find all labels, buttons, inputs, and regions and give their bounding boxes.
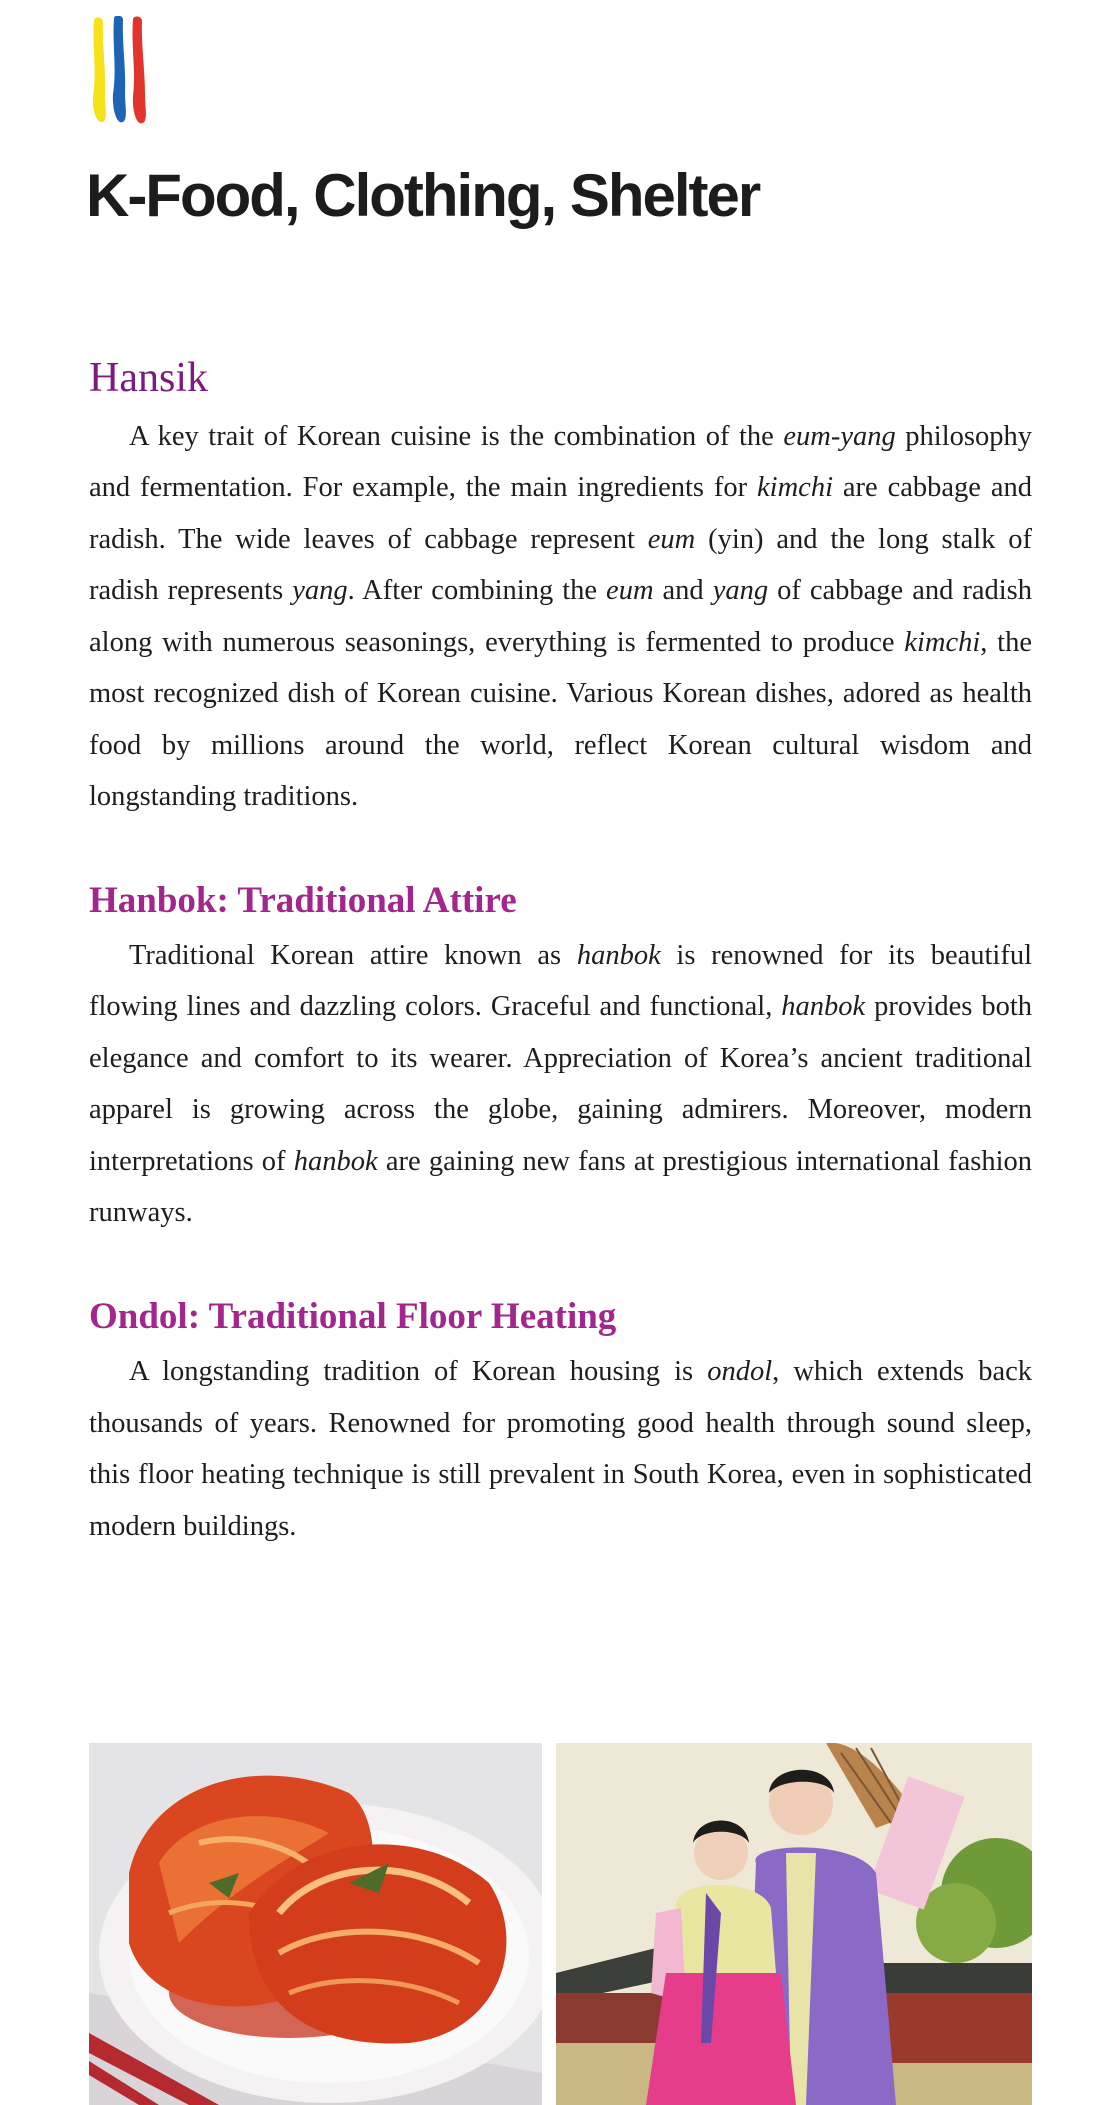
italic-term: eum: [606, 575, 654, 606]
text-run: Traditional Korean attire known as: [129, 939, 577, 971]
italic-term: ondol: [707, 1356, 773, 1387]
section-heading: Hanbok: Traditional Attire: [89, 879, 517, 921]
section-body: [89, 411, 1032, 823]
italic-term: yang: [712, 575, 769, 606]
kimchi-photo: [89, 1743, 542, 2105]
photo-row: [89, 1743, 1032, 2105]
text-run: is renowned for its beautiful flowing lines and dazzling colors. Graceful and functional,: [89, 939, 1032, 1023]
italic-term: hanbok: [576, 939, 661, 971]
section-hanbok: [89, 878, 1032, 1239]
section-ondol: [89, 1294, 1032, 1552]
italic-term: kimchi: [904, 626, 981, 658]
text-run: A key trait of Korean cuisine is the combination of the: [129, 420, 784, 452]
article-content: [89, 352, 1032, 1607]
text-run: , which extends back thousands of years. Renowned for promoting good health through sound sleep, this floor heating technique is still prevalent in South Korea, even in sophisticated modern buildings.: [89, 1356, 1032, 1542]
hanbok-couple-photo: [556, 1743, 1032, 2105]
text-run: and: [653, 575, 713, 606]
italic-term: eum-yang: [783, 420, 896, 452]
text-run: provides both elegance and comfort to its wearer. Appreciation of Korea’s ancient traditional apparel is growing across the globe, gaining admirers. Moreover, modern interpretations of: [89, 991, 1032, 1177]
text-run: (yin) and the long stalk of radish represents: [89, 523, 1032, 606]
italic-term: hanbok: [293, 1145, 378, 1177]
text-run: of cabbage and radish along with numerous seasonings, everything is fermented to produce: [89, 575, 1033, 658]
text-run: A longstanding tradition of Korean housing is: [129, 1356, 708, 1387]
italic-term: yang: [292, 575, 348, 606]
section-heading: Ondol: Traditional Floor Heating: [89, 1295, 617, 1337]
section-hansik: [89, 352, 1032, 823]
section-body: [89, 930, 1032, 1239]
italic-term: hanbok: [781, 991, 866, 1023]
three-stripes-logo-icon: [89, 16, 149, 128]
section-body: [89, 1346, 1032, 1552]
section-heading: Hansik: [89, 355, 208, 401]
page-title: K-Food, Clothing, Shelter: [86, 162, 760, 229]
text-run: are gaining new fans at prestigious international fashion runways.: [89, 1145, 1032, 1229]
italic-term: eum: [647, 523, 696, 555]
text-run: philosophy and fermentation. For example, the main ingredients for: [89, 420, 1032, 503]
italic-term: kimchi: [757, 472, 833, 503]
text-run: , the most recognized dish of Korean cuisine. Various Korean dishes, adored as health food by millions around the world, reflect Korean cultural wisdom and longstanding traditions.: [89, 626, 1032, 812]
text-run: . After combining the: [347, 575, 607, 606]
text-run: are cabbage and radish. The wide leaves of cabbage represent: [89, 472, 1032, 555]
